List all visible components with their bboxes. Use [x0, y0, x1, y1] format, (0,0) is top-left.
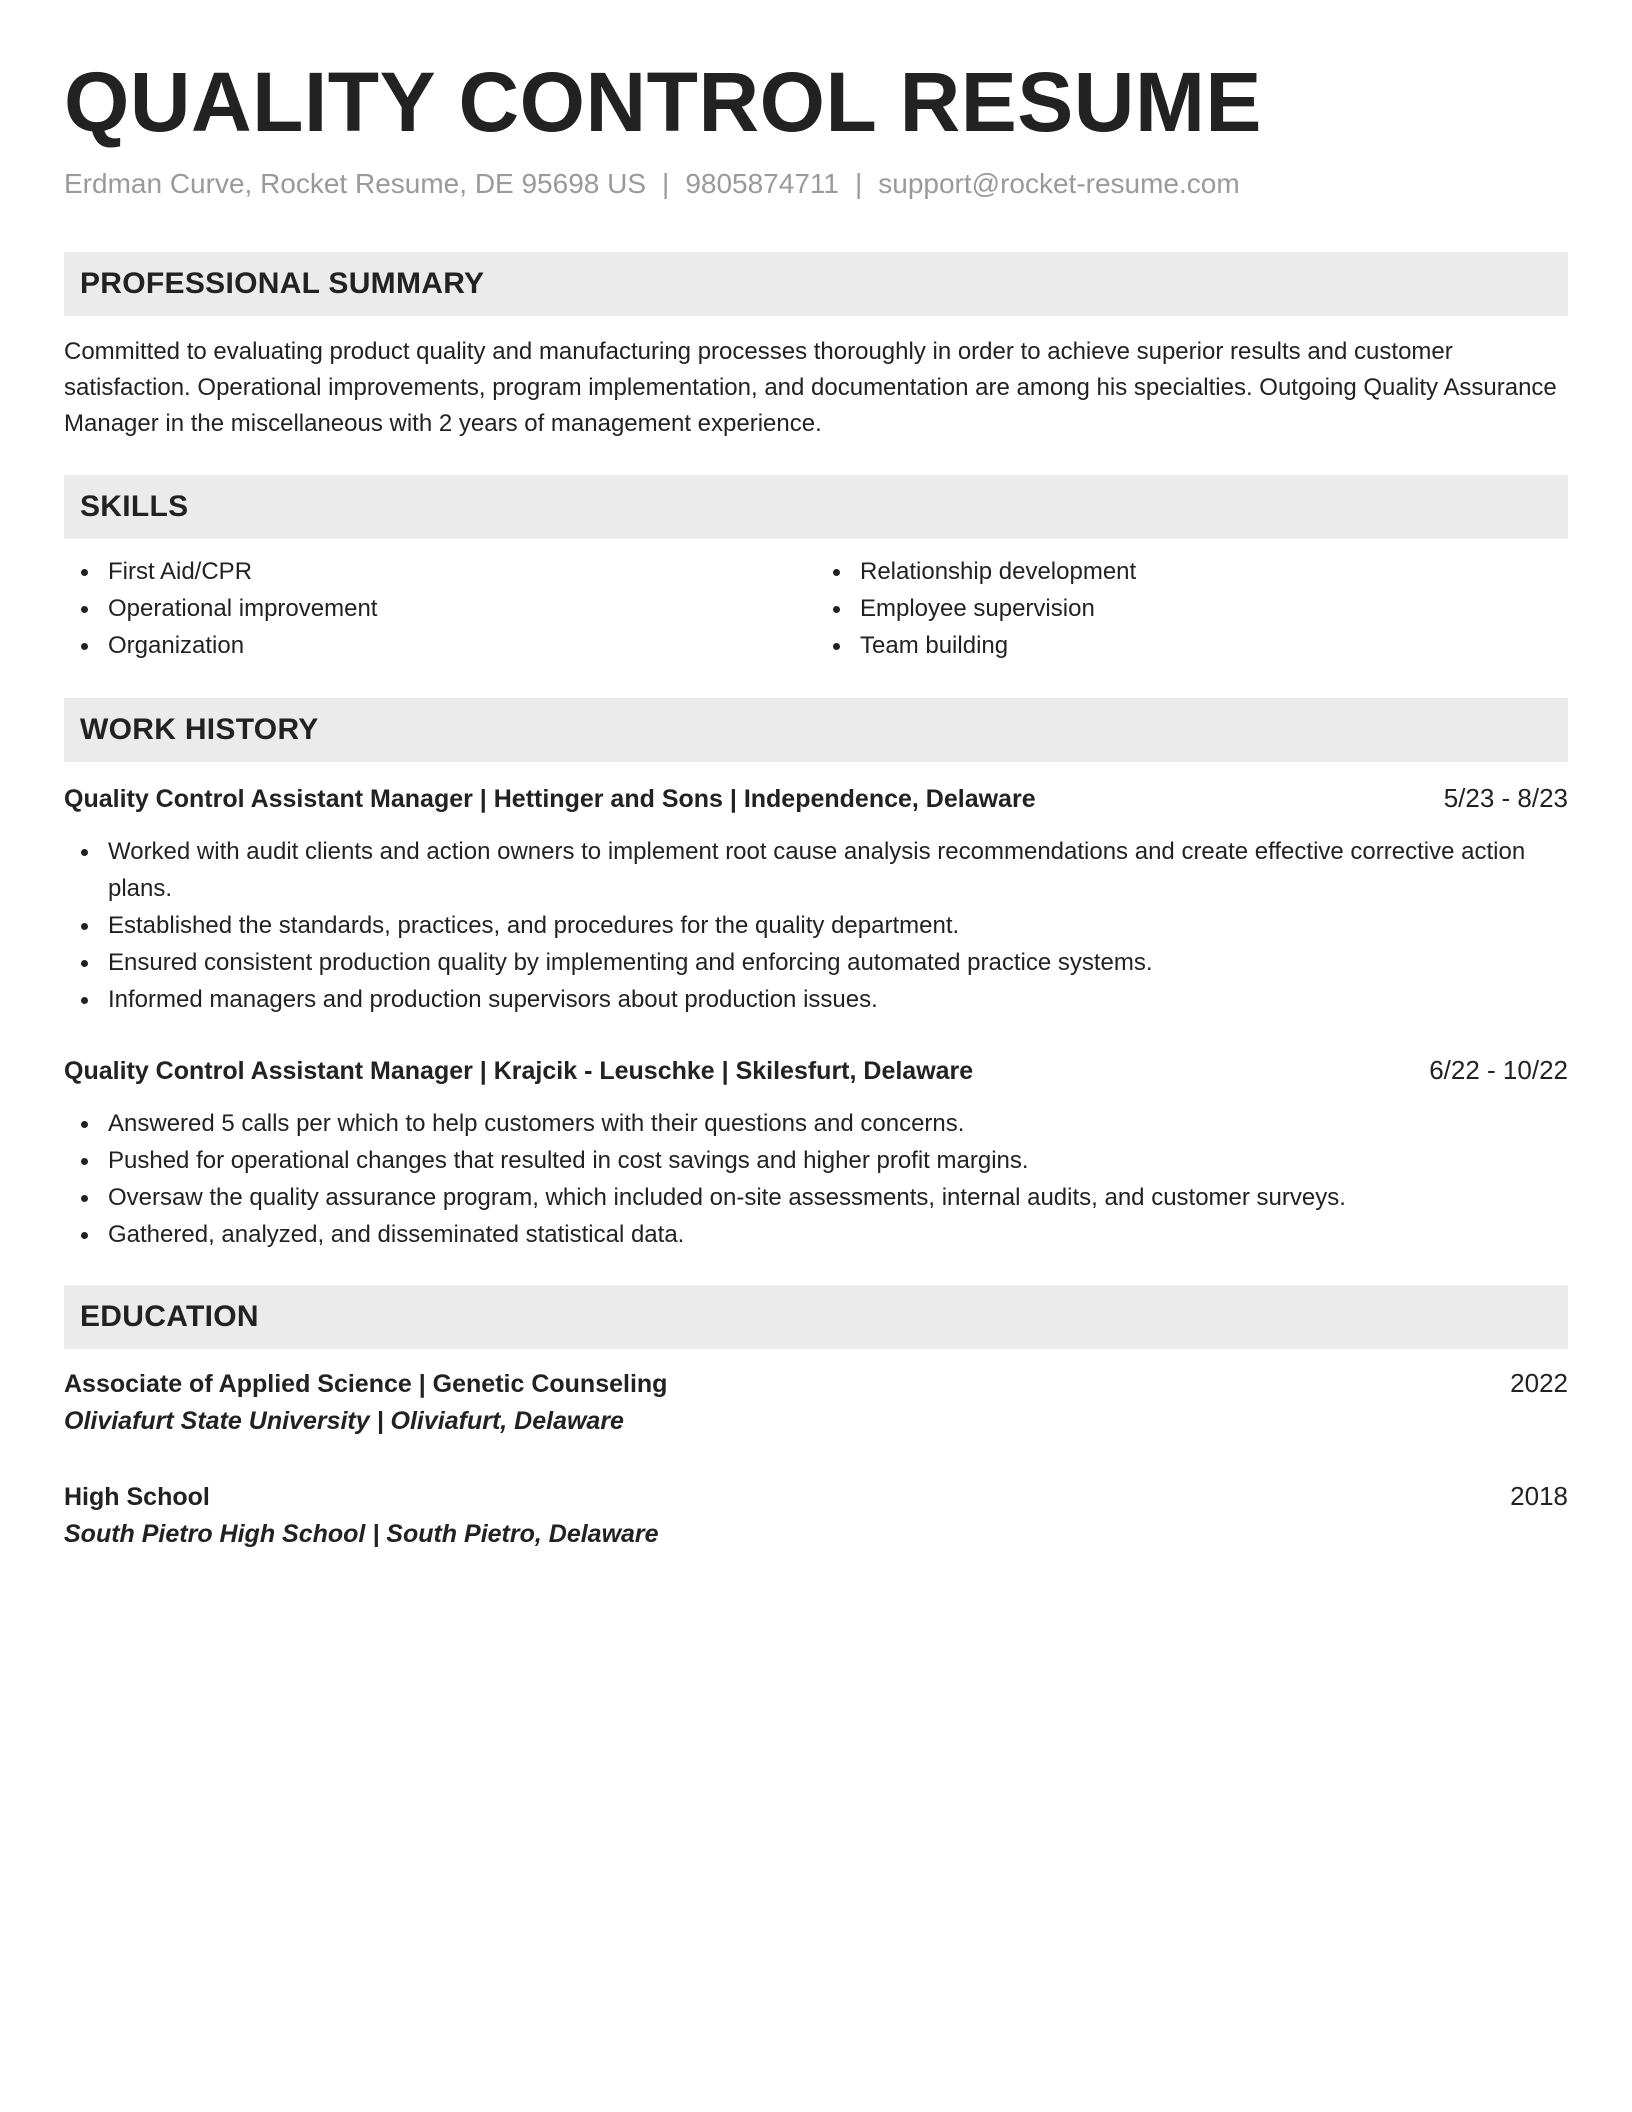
skill-item: Employee supervision	[816, 590, 1568, 627]
job-dates: 5/23 - 8/23	[1443, 783, 1568, 813]
skill-item: Team building	[816, 627, 1568, 664]
education-year: 2018	[1510, 1481, 1568, 1511]
education-year: 2022	[1510, 1368, 1568, 1398]
education-header	[64, 1365, 1568, 1402]
job-dates: 6/22 - 10/22	[1429, 1055, 1568, 1085]
education-entry	[64, 1365, 1568, 1440]
job-entry	[64, 780, 1568, 1018]
education-school: Oliviafurt State University | Oliviafurt, Delaware	[64, 1407, 624, 1435]
contact-email: support@rocket-resume.com	[878, 168, 1240, 199]
section-heading-work-history: WORK HISTORY	[64, 698, 1568, 762]
job-header	[64, 1052, 1568, 1089]
skill-item: Relationship development	[816, 553, 1568, 590]
job-title: Quality Control Assistant Manager | Hettinger and Sons | Independence, Delaware	[64, 785, 1036, 813]
job-bullets	[64, 1105, 1568, 1253]
summary-text: Committed to evaluating product quality and manufacturing processes thoroughly in order to achieve superior results and customer satisfaction. Operational improvements, program implementation, and documentation are among his specialties. Outgoing Quality Assurance Manager in the miscellaneous with 2 years of management experience.	[64, 338, 1557, 437]
contact-phone: 9805874711	[685, 168, 839, 199]
job-bullet: Oversaw the quality assurance program, which included on-site assessments, internal audits, and customer surveys.	[64, 1179, 1568, 1216]
skill-item: Operational improvement	[64, 590, 816, 627]
section-heading-education: EDUCATION	[64, 1285, 1568, 1349]
skills-list	[64, 553, 1568, 664]
education-degree: Associate of Applied Science | Genetic Counseling	[64, 1370, 668, 1398]
job-bullet: Answered 5 calls per which to help customers with their questions and concerns.	[64, 1105, 1568, 1142]
skill-item: Organization	[64, 627, 816, 664]
contact-separator: |	[854, 168, 863, 199]
section-heading-skills: SKILLS	[64, 475, 1568, 539]
job-bullet: Worked with audit clients and action owners to implement root cause analysis recommendations and create effective corrective action plans.	[64, 833, 1568, 907]
skills-column-right	[816, 553, 1568, 664]
job-header	[64, 780, 1568, 817]
job-bullet: Gathered, analyzed, and disseminated statistical data.	[64, 1216, 1568, 1253]
job-bullet: Established the standards, practices, and procedures for the quality department.	[64, 907, 1568, 944]
job-entry	[64, 1052, 1568, 1253]
education-school: South Pietro High School | South Pietro, Delaware	[64, 1520, 659, 1548]
section-heading-summary: PROFESSIONAL SUMMARY	[64, 252, 1568, 316]
job-title: Quality Control Assistant Manager | Krajcik - Leuschke | Skilesfurt, Delaware	[64, 1057, 974, 1085]
education-header	[64, 1478, 1568, 1515]
skills-column-left	[64, 553, 816, 664]
job-bullet: Ensured consistent production quality by implementing and enforcing automated practice systems.	[64, 944, 1568, 981]
resume-title: QUALITY CONTROL RESUME	[64, 55, 1262, 149]
job-bullet: Informed managers and production supervisors about production issues.	[64, 981, 1568, 1018]
education-entry	[64, 1478, 1568, 1553]
contact-separator: |	[662, 168, 670, 199]
skill-item: First Aid/CPR	[64, 553, 816, 590]
contact-address: Erdman Curve, Rocket Resume, DE 95698 US	[64, 168, 647, 199]
job-bullet: Pushed for operational changes that resulted in cost savings and higher profit margins.	[64, 1142, 1568, 1179]
contact-line	[64, 166, 1568, 202]
job-bullets	[64, 833, 1568, 1018]
education-degree: High School	[64, 1483, 210, 1511]
